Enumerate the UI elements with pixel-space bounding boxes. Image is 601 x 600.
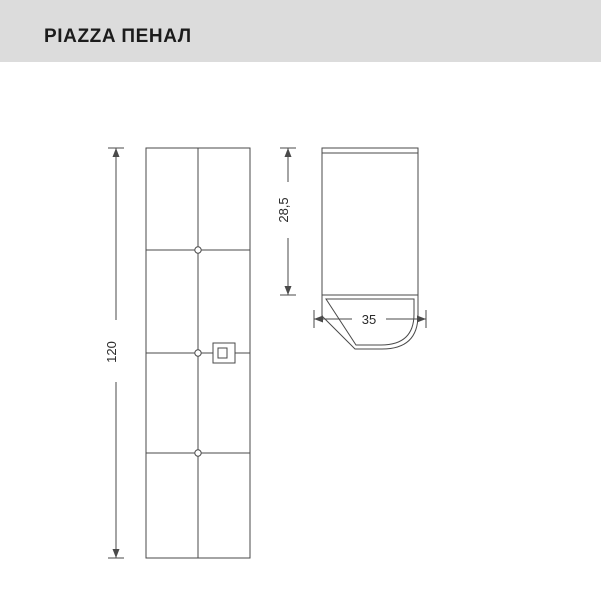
hinge-dot-bottom — [195, 450, 201, 456]
side-height-dimension — [276, 148, 296, 295]
side-dim-arrow-bottom — [285, 286, 292, 295]
dim-arrow-top — [113, 148, 120, 157]
front-view-group — [146, 148, 250, 558]
dim-arrow-bottom — [113, 549, 120, 558]
dim-label-side-height: 28,5 — [276, 197, 291, 223]
dim-label-height: 120 — [104, 341, 119, 363]
door-handle-inner — [218, 348, 227, 358]
hinge-dot-middle — [195, 350, 201, 356]
side-body-upper — [322, 148, 418, 295]
title-bar — [0, 0, 601, 62]
page-title: PIAZZA ПЕНАЛ — [44, 26, 192, 47]
hinge-dot-top — [195, 247, 201, 253]
width-dim-arrow-right — [417, 316, 426, 323]
front-height-dimension — [104, 148, 124, 558]
dim-label-side-width: 35 — [361, 312, 377, 327]
width-dim-arrow-left — [314, 316, 323, 323]
side-dim-arrow-top — [285, 148, 292, 157]
drawing-svg — [0, 62, 601, 600]
technical-drawing-canvas — [0, 62, 601, 600]
